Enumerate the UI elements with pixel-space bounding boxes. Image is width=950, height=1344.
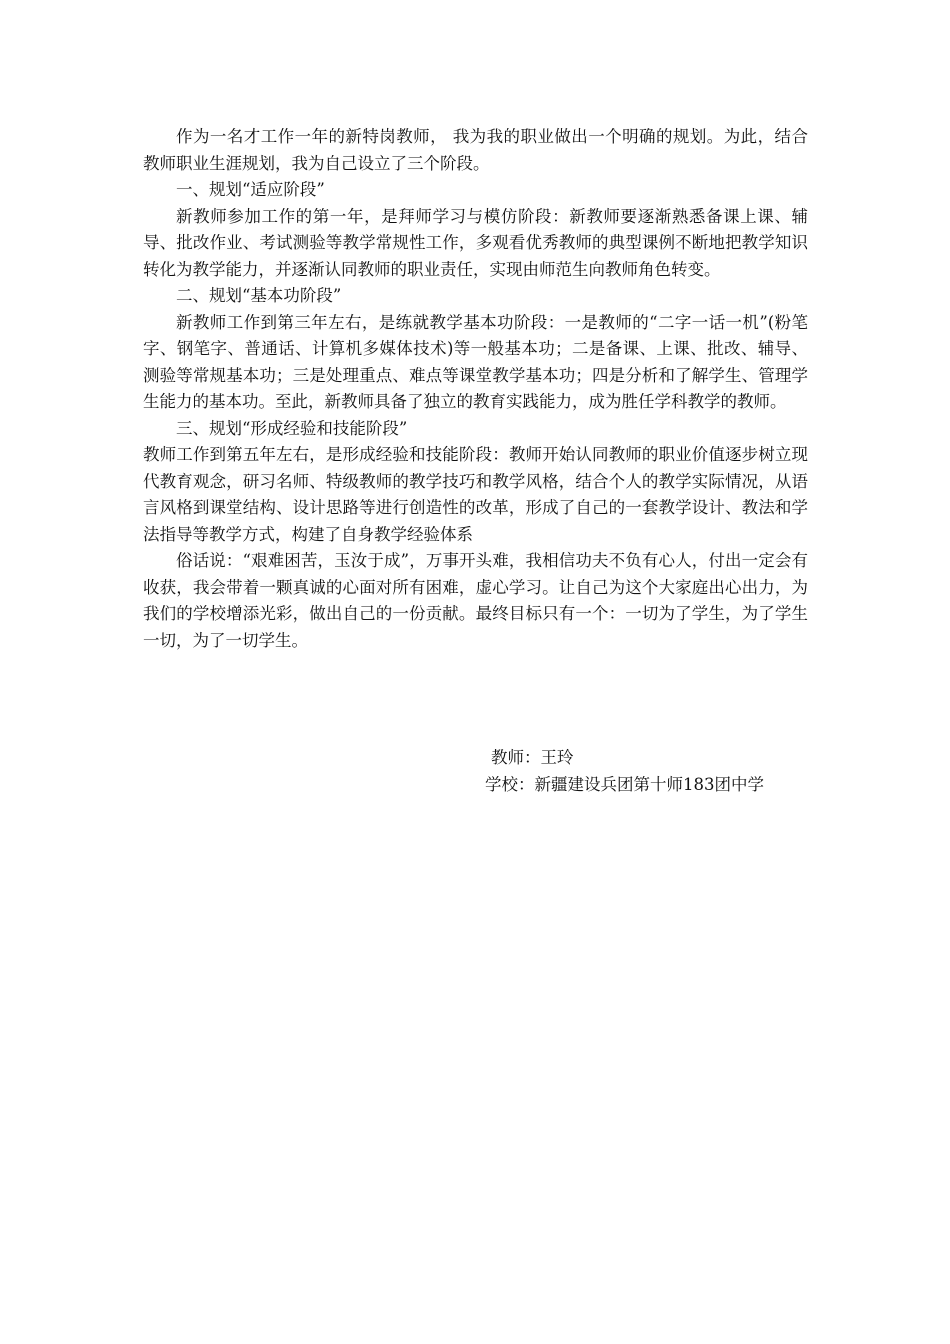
section-paragraph-adaptation: 新教师参加工作的第一年，是拜师学习与模仿阶段：新教师要逐渐熟悉备课上课、辅导、批改作业、考试测验等教学常规性工作，多观看优秀教师的典型课例不断地把教学知识转化为教学能力，并逐渐认同教师的职业责任，实现由师范生向教师角色转变。 bbox=[143, 206, 808, 279]
intro-paragraph: 作为一名才工作一年的新特岗教师， 我为我的职业做出一个明确的规划。为此，结合教师职业生涯规划，我为自己设立了三个阶段。 bbox=[143, 127, 808, 173]
section-heading-experience: 三、规划“形成经验和技能阶段” bbox=[176, 418, 408, 438]
section-paragraph-experience: 教师工作到第五年左右，是形成经验和技能阶段：教师开始认同教师的职业价值逐步树立现代教育观念，研习名师、特级教师的教学技巧和教学风格，结合个人的教学实际情况，从语言风格到课堂结构、设计思路等进行创造性的改革，形成了自己的一套教学设计、教法和学法指导等教学方式，构建了自身教学经验体系 bbox=[143, 445, 808, 544]
closing-paragraph: 俗话说：“艰难困苦，玉汝于成”，万事开头难，我相信功夫不负有心人，付出一定会有收获，我会带着一颗真诚的心面对所有困难，虚心学习。让自己为这个大家庭出心出力，为我们的学校增添光彩，做出自己的一份贡献。最终目标只有一个：一切为了学生，为了学生一切，为了一切学生。 bbox=[143, 551, 808, 650]
section-heading-adaptation: 一、规划“适应阶段” bbox=[176, 180, 325, 199]
document-body bbox=[143, 124, 808, 654]
section-paragraph-basic-skills: 新教师工作到第三年左右，是练就教学基本功阶段：一是教师的“二字一话一机”(粉笔字、钢笔字、普通话、计算机多媒体技术)等一般基本功；二是备课、上课、批改、辅导、测验等常规基本功；三是处理重点、难点等课堂教学基本功；四是分析和了解学生、管理学生能力的基本功。至此，新教师具备了独立的教育实践能力，成为胜任学科教学的教师。 bbox=[143, 312, 808, 411]
signature-block bbox=[485, 744, 764, 798]
signature-teacher: 教师：王玲 bbox=[491, 748, 574, 767]
signature-school: 学校：新疆建设兵团第十师183团中学 bbox=[485, 775, 764, 794]
section-heading-basic-skills: 二、规划“基本功阶段” bbox=[176, 286, 342, 305]
